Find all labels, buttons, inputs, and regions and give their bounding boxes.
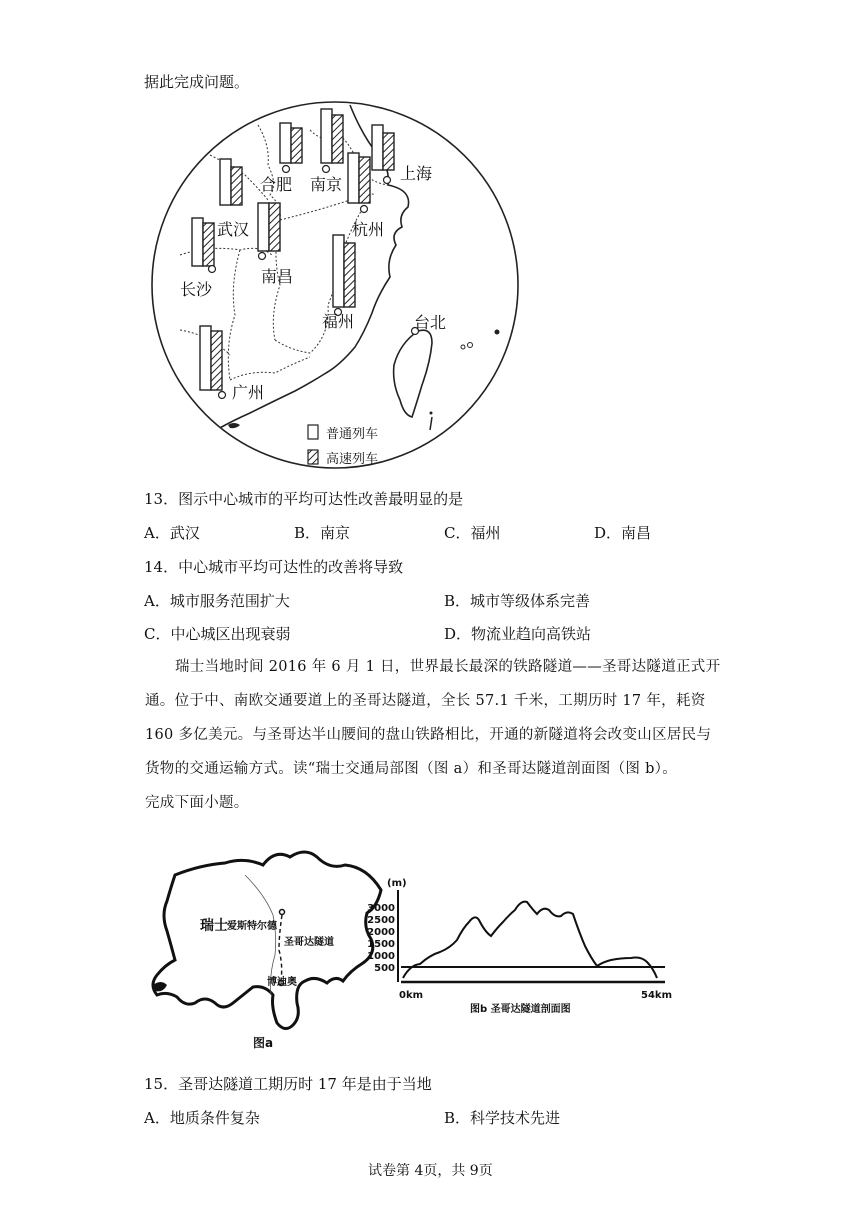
- accessibility-map: [150, 95, 520, 480]
- fuzhou-high-bar: [344, 243, 355, 307]
- city-label-taipei: 台北: [414, 313, 447, 332]
- wuhan-normal-bar: [220, 159, 231, 205]
- fig-a-place-north: 爱斯特尔德: [227, 921, 277, 932]
- fig-b-x-start: 0km: [399, 990, 424, 1001]
- city-label-shanghai: 上海: [400, 164, 433, 183]
- q14-option-a[interactable]: A．城市服务范围扩大: [144, 592, 290, 610]
- y-tick: 3000: [367, 903, 395, 914]
- page-footer: 试卷第 4页，共 9页: [368, 1163, 493, 1179]
- svg-text:高速列车: 高速列车: [326, 452, 379, 467]
- passage-line: 完成下面小题。: [145, 795, 249, 811]
- switzerland-border: [153, 852, 381, 1029]
- passage-line: 货物的交通运输方式。读“瑞士交通局部图（图 a）和圣哥达隧道剖面图（图 b）。: [145, 761, 678, 777]
- guangzhou-high-bar: [211, 331, 222, 390]
- q14-option-b[interactable]: B．城市等级体系完善: [444, 592, 591, 610]
- city-label-guangzhou: 广州: [232, 383, 265, 402]
- q14-option-c[interactable]: C．中心城区出现衰弱: [144, 625, 291, 643]
- y-tick: 2000: [367, 927, 395, 938]
- nanchang-normal-bar: [258, 203, 269, 251]
- intro-text: 据此完成问题。: [144, 73, 250, 91]
- y-tick: 1000: [367, 951, 395, 962]
- hefei-normal-bar: [280, 123, 291, 163]
- hangzhou-high-bar: [359, 157, 370, 203]
- city-label-hangzhou: 杭州: [352, 220, 385, 239]
- passage-line: 瑞士当地时间 2016 年 6 月 1 日，世界最长最深的铁路隧道——圣哥达隧道正式开: [175, 659, 721, 675]
- fig-a-place-south: 博迪奥: [267, 977, 297, 988]
- fig-a-caption: 图a: [253, 1036, 274, 1050]
- guangzhou-normal-bar: [200, 326, 211, 390]
- nanjing-normal-bar: [321, 109, 332, 163]
- q13-stem: 13．图示中心城市的平均可达性改善最明显的是: [144, 490, 464, 508]
- q15-option-b[interactable]: B．科学技术先进: [444, 1109, 561, 1127]
- q14-option-d[interactable]: D．物流业趋向高铁站: [444, 625, 592, 643]
- switzerland-map: [145, 835, 390, 1055]
- city-label-hefei: 合肥: [260, 175, 293, 194]
- fuzhou-normal-bar: [333, 235, 344, 307]
- passage: [145, 650, 720, 820]
- fig-b-x-end: 54km: [641, 990, 672, 1001]
- fig-b-y-unit: (m): [387, 878, 407, 889]
- q13-option-b[interactable]: B．南京: [294, 524, 351, 542]
- shanghai-high-bar: [383, 133, 394, 170]
- y-tick: 2500: [367, 915, 395, 926]
- passage-line: 160 多亿美元。与圣哥达半山腰间的盘山铁路相比，开通的新隧道将会改变山区居民与: [145, 727, 712, 743]
- city-label-nanchang: 南昌: [261, 267, 294, 286]
- q14-stem: 14．中心城市平均可达性的改善将导致: [144, 558, 404, 576]
- city-label-fuzhou: 福州: [322, 312, 355, 331]
- svg-text:普通列车: 普通列车: [326, 427, 379, 442]
- changsha-normal-bar: [192, 218, 203, 266]
- q15-stem: 15．圣哥达隧道工期历时 17 年是由于当地: [144, 1075, 432, 1093]
- q15-option-a[interactable]: A．地质条件复杂: [144, 1109, 260, 1127]
- shanghai-normal-bar: [372, 125, 383, 170]
- hangzhou-normal-bar: [348, 153, 359, 203]
- y-tick: 1500: [367, 939, 395, 950]
- fig-b-caption: 图b 圣哥达隧道剖面图: [470, 1004, 571, 1015]
- city-label-nanjing: 南京: [310, 175, 343, 194]
- nanjing-high-bar: [332, 115, 343, 163]
- q13-option-a[interactable]: A．武汉: [144, 524, 200, 542]
- q13-option-d[interactable]: D．南昌: [594, 524, 652, 542]
- q13-option-c[interactable]: C．福州: [444, 524, 501, 542]
- y-tick: 500: [374, 963, 395, 974]
- fig-a-country: 瑞士: [200, 918, 228, 934]
- wuhan-high-bar: [231, 167, 242, 205]
- passage-line: 通。位于中、南欧交通要道上的圣哥达隧道，全长 57.1 千米，工期历时 17 年，耗资: [145, 693, 706, 709]
- city-label-wuhan: 武汉: [217, 220, 250, 239]
- hefei-high-bar: [291, 128, 302, 163]
- fig-a-tunnel: 圣哥达隧道: [284, 937, 334, 948]
- tunnel-profile: [365, 870, 675, 1020]
- nanchang-high-bar: [269, 203, 280, 251]
- city-label-changsha: 长沙: [180, 280, 213, 299]
- changsha-high-bar: [203, 223, 214, 266]
